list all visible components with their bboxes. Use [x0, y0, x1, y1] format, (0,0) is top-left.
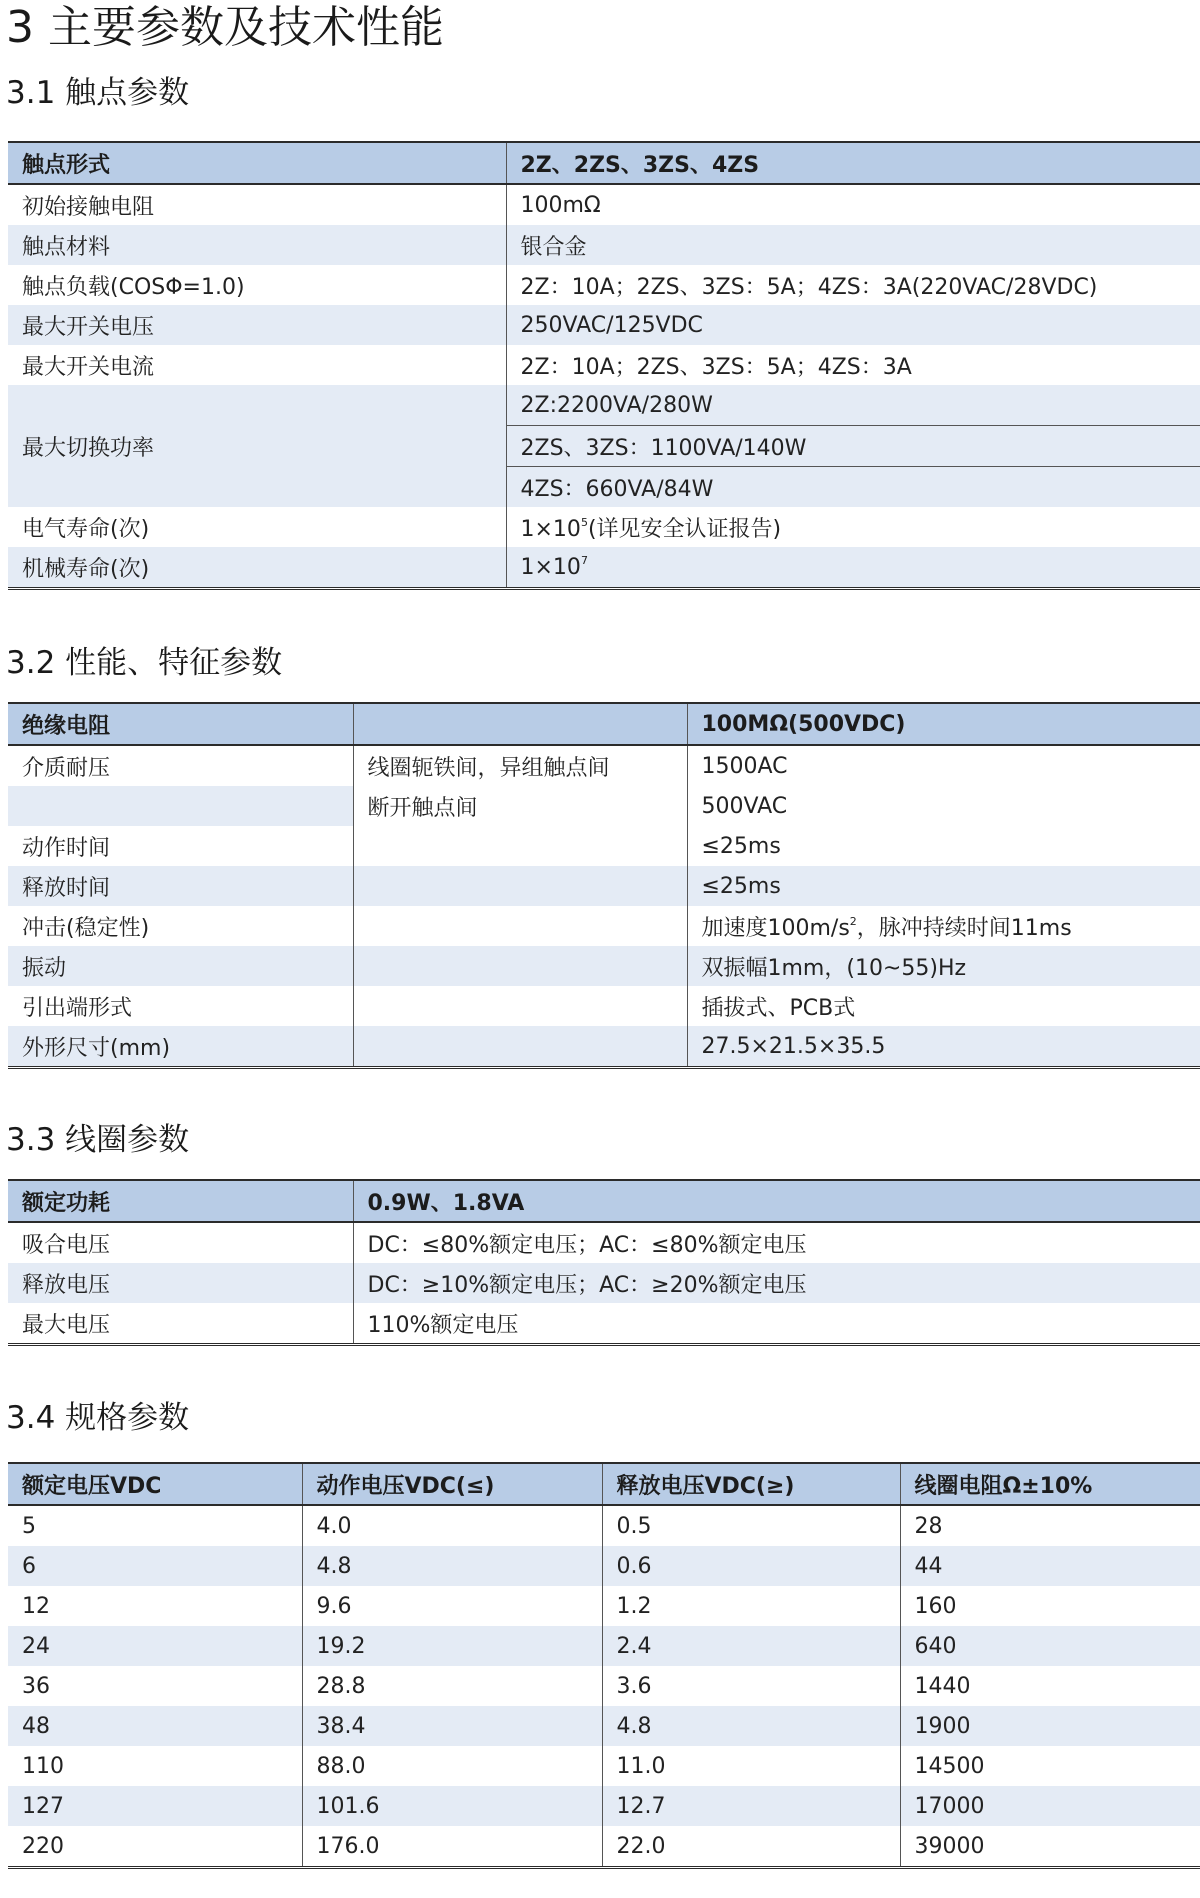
value-cell: 39000 — [900, 1826, 1200, 1868]
value-cell: 4.0 — [302, 1505, 602, 1546]
value-cell: 5 — [8, 1505, 302, 1546]
value-cell: 4.8 — [602, 1706, 900, 1746]
value-text: 加速度100m/s — [701, 915, 850, 941]
value-cell: 38.4 — [302, 1706, 602, 1746]
table-row — [8, 547, 1200, 589]
value-cell: 127 — [8, 1786, 302, 1826]
value-cell: 插拔式、PCB式 — [687, 986, 1200, 1026]
header-cell: 100MΩ(500VDC) — [687, 703, 1200, 745]
header-cell: 动作电压VDC(≤) — [302, 1463, 602, 1505]
table-row — [8, 1586, 1200, 1626]
header-cell: 0.9W、1.8VA — [353, 1180, 1200, 1222]
value-cell: 36 — [8, 1666, 302, 1706]
table-row — [8, 906, 1200, 946]
label-cell: 触点负载(COSΦ=1.0) — [8, 265, 506, 305]
table-row — [8, 1263, 1200, 1303]
value-cell: 4.8 — [302, 1546, 602, 1586]
label-cell: 引出端形式 — [8, 986, 353, 1026]
label-cell: 最大开关电压 — [8, 305, 506, 345]
table-row — [8, 1626, 1200, 1666]
label-cell: 释放电压 — [8, 1263, 353, 1303]
table-row — [8, 1546, 1200, 1586]
header-cell: 2Z、2ZS、3ZS、4ZS — [506, 142, 1200, 184]
value-cell: 176.0 — [302, 1826, 602, 1868]
value-cell: 4ZS：660VA/84W — [506, 467, 1200, 508]
table-row — [8, 225, 1200, 265]
label-cell: 动作时间 — [8, 826, 353, 866]
table-row — [8, 1026, 1200, 1068]
value-cell: 17000 — [900, 1786, 1200, 1826]
header-cell — [353, 703, 687, 745]
table-header-row — [8, 1463, 1200, 1505]
value-cell: 0.5 — [602, 1505, 900, 1546]
table-row — [8, 826, 1200, 866]
value-cell: 2ZS、3ZS：1100VA/140W — [506, 426, 1200, 467]
header-cell: 额定功耗 — [8, 1180, 353, 1222]
label-cell: 电气寿命(次) — [8, 507, 506, 547]
value-cell: 101.6 — [302, 1786, 602, 1826]
value-cell: 110%额定电压 — [353, 1303, 1200, 1345]
value-note: (详见安全认证报告) — [587, 516, 782, 542]
table-row — [8, 1222, 1200, 1263]
table-row — [8, 866, 1200, 906]
condition-cell — [353, 826, 687, 866]
contact-parameters-table — [8, 141, 1200, 590]
value-cell: 250VAC/125VDC — [506, 305, 1200, 345]
table-row — [8, 385, 1200, 426]
table-row — [8, 345, 1200, 385]
value-cell: 22.0 — [602, 1826, 900, 1868]
header-cell: 释放电压VDC(≥) — [602, 1463, 900, 1505]
table-row — [8, 1706, 1200, 1746]
value-cell — [687, 906, 1200, 946]
table-row — [8, 184, 1200, 225]
value-cell: 48 — [8, 1706, 302, 1746]
value-cell: 11.0 — [602, 1746, 900, 1786]
value-cell: DC：≤80%额定电压；AC：≤80%额定电压 — [353, 1222, 1200, 1263]
table-row — [8, 986, 1200, 1026]
label-cell: 振动 — [8, 946, 353, 986]
table-row — [8, 265, 1200, 305]
header-cell: 线圈电阻Ω±10% — [900, 1463, 1200, 1505]
value-cell: 88.0 — [302, 1746, 602, 1786]
table-row — [8, 1826, 1200, 1868]
value-cell: 12 — [8, 1586, 302, 1626]
value-cell: 110 — [8, 1746, 302, 1786]
table-header-row — [8, 703, 1200, 745]
value-cell: 1.2 — [602, 1586, 900, 1626]
value-cell: 1500AC — [687, 745, 1200, 786]
value-cell: 1440 — [900, 1666, 1200, 1706]
table-row — [8, 786, 1200, 826]
value-cell: ≤25ms — [687, 866, 1200, 906]
condition-cell — [353, 946, 687, 986]
label-cell: 外形尺寸(mm) — [8, 1026, 353, 1068]
label-cell: 吸合电压 — [8, 1222, 353, 1263]
section-title-spec: 3.4 规格参数 — [6, 1400, 190, 1436]
value-cell: 2.4 — [602, 1626, 900, 1666]
value-cell: 220 — [8, 1826, 302, 1868]
section-title-contact: 3.1 触点参数 — [6, 75, 190, 111]
coil-parameters-table — [8, 1179, 1200, 1346]
table-row — [8, 507, 1200, 547]
header-cell: 触点形式 — [8, 142, 506, 184]
condition-cell: 线圈轭铁间，异组触点间 — [353, 745, 687, 786]
value-cell: 19.2 — [302, 1626, 602, 1666]
exponent: 7 — [580, 553, 588, 567]
performance-table — [8, 702, 1200, 1069]
label-cell — [8, 786, 353, 826]
value-cell: 0.6 — [602, 1546, 900, 1586]
value-text: 1×10 — [520, 516, 581, 542]
table-row — [8, 946, 1200, 986]
condition-cell — [353, 906, 687, 946]
specification-table — [8, 1462, 1200, 1869]
table-row — [8, 1746, 1200, 1786]
table-header-row — [8, 142, 1200, 184]
value-cell — [506, 547, 1200, 589]
value-cell — [506, 507, 1200, 547]
value-cell: 3.6 — [602, 1666, 900, 1706]
condition-cell — [353, 986, 687, 1026]
label-cell: 最大切换功率 — [8, 385, 506, 507]
label-cell: 触点材料 — [8, 225, 506, 265]
value-cell: 2Z：10A；2ZS、3ZS：5A；4ZS：3A(220VAC/28VDC) — [506, 265, 1200, 305]
value-cell: 9.6 — [302, 1586, 602, 1626]
condition-cell: 断开触点间 — [353, 786, 687, 826]
exponent: 2 — [849, 914, 857, 928]
value-cell: ≤25ms — [687, 826, 1200, 866]
label-cell: 初始接触电阻 — [8, 184, 506, 225]
table-row — [8, 1303, 1200, 1345]
value-cell: 12.7 — [602, 1786, 900, 1826]
value-text: 1×10 — [520, 554, 581, 580]
value-cell: 1900 — [900, 1706, 1200, 1746]
value-cell: 28 — [900, 1505, 1200, 1546]
section-title-coil: 3.3 线圈参数 — [6, 1122, 190, 1158]
header-cell: 绝缘电阻 — [8, 703, 353, 745]
value-cell: 14500 — [900, 1746, 1200, 1786]
value-cell: 2Z：10A；2ZS、3ZS：5A；4ZS：3A — [506, 345, 1200, 385]
table-row — [8, 1666, 1200, 1706]
value-cell: 27.5×21.5×35.5 — [687, 1026, 1200, 1068]
label-cell: 最大电压 — [8, 1303, 353, 1345]
header-cell: 额定电压VDC — [8, 1463, 302, 1505]
value-cell: 2Z:2200VA/280W — [506, 385, 1200, 426]
section-title-performance: 3.2 性能、特征参数 — [6, 645, 283, 681]
table-row — [8, 745, 1200, 786]
value-cell: 500VAC — [687, 786, 1200, 826]
page-title: 3 主要参数及技术性能 — [6, 2, 444, 53]
label-cell: 释放时间 — [8, 866, 353, 906]
value-cell: 银合金 — [506, 225, 1200, 265]
value-cell: 6 — [8, 1546, 302, 1586]
value-text: ，脉冲持续时间11ms — [856, 915, 1072, 941]
table-row — [8, 305, 1200, 345]
table-header-row — [8, 1180, 1200, 1222]
value-cell: 28.8 — [302, 1666, 602, 1706]
value-cell: 44 — [900, 1546, 1200, 1586]
label-cell: 最大开关电流 — [8, 345, 506, 385]
table-row — [8, 1505, 1200, 1546]
label-cell: 冲击(稳定性) — [8, 906, 353, 946]
value-cell: 双振幅1mm，(10~55)Hz — [687, 946, 1200, 986]
value-cell: 160 — [900, 1586, 1200, 1626]
exponent: 5 — [580, 515, 588, 529]
value-cell: 100mΩ — [506, 184, 1200, 225]
condition-cell — [353, 866, 687, 906]
value-cell: 24 — [8, 1626, 302, 1666]
value-cell: 640 — [900, 1626, 1200, 1666]
value-cell: DC：≥10%额定电压；AC：≥20%额定电压 — [353, 1263, 1200, 1303]
label-cell: 介质耐压 — [8, 745, 353, 786]
label-cell: 机械寿命(次) — [8, 547, 506, 589]
condition-cell — [353, 1026, 687, 1068]
table-row — [8, 1786, 1200, 1826]
